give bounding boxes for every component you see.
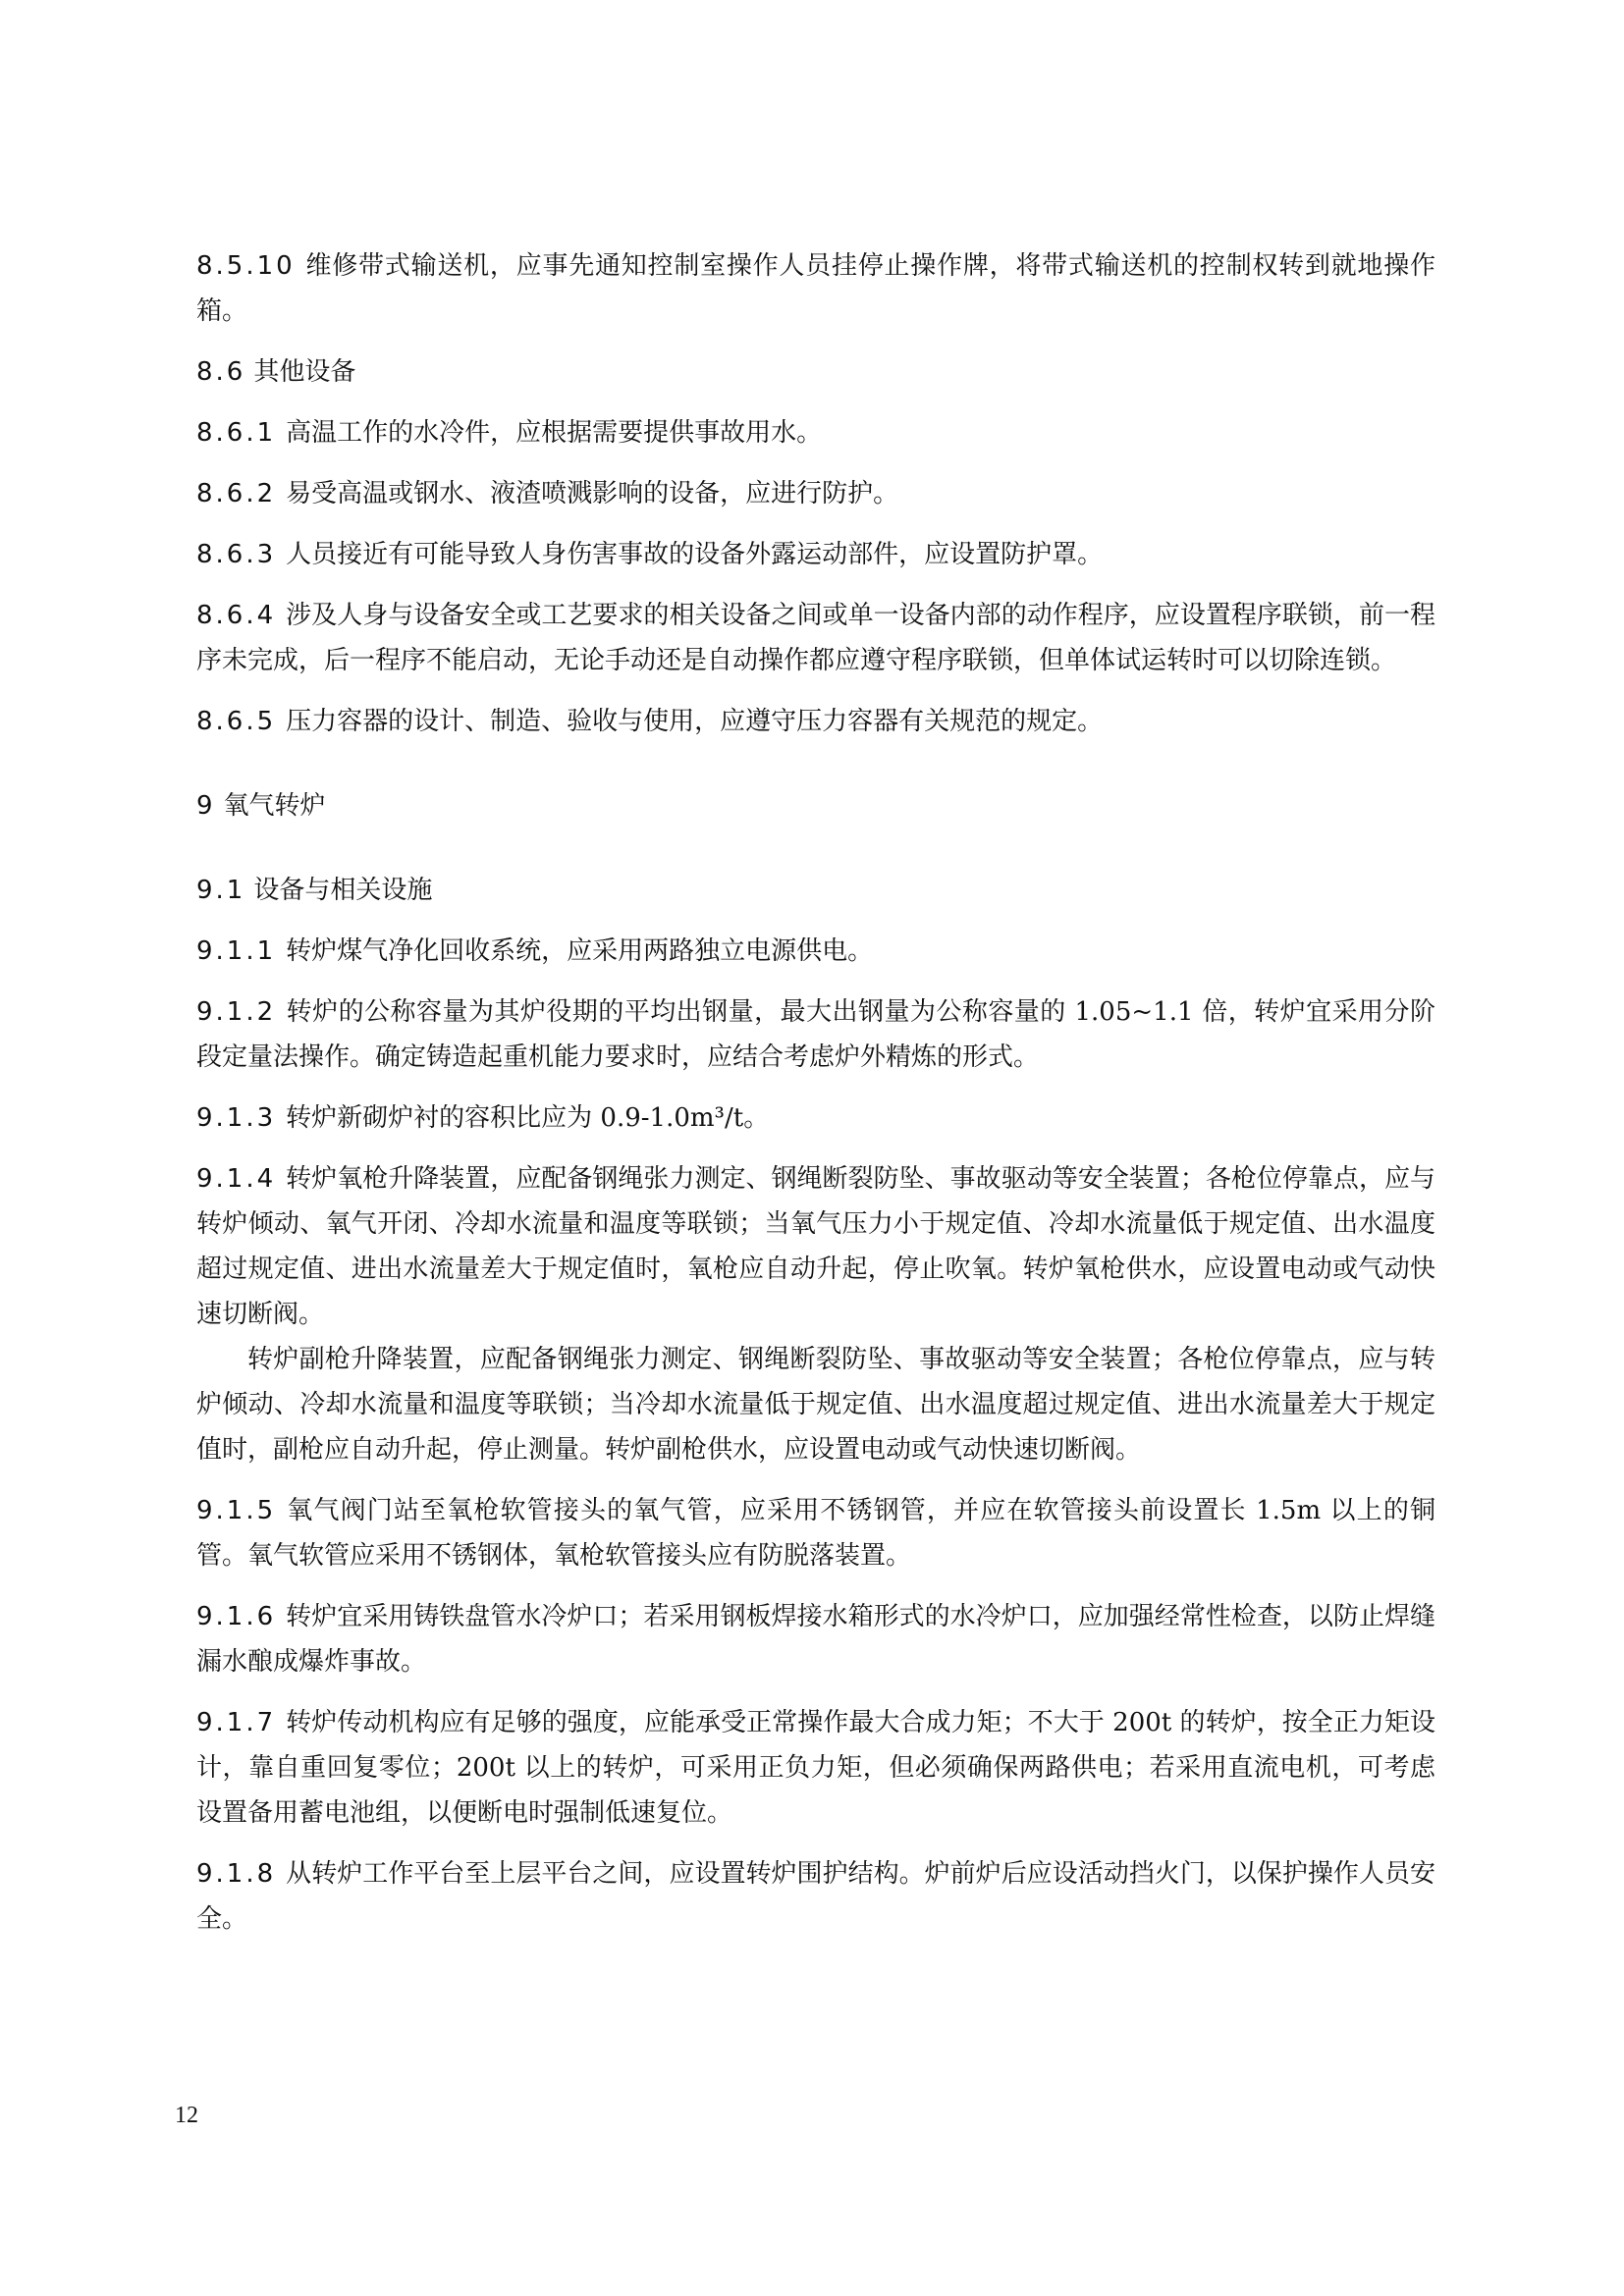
clause-text: 压力容器的设计、制造、验收与使用，应遵守压力容器有关规范的规定。 <box>286 707 1104 736</box>
clause-text: 转炉新砌炉衬的容积比应为 0.9-1.0m³/t。 <box>286 1103 770 1133</box>
clause-number: 8.6.5 <box>196 707 277 736</box>
clause-number: 8.6.3 <box>196 540 277 569</box>
section-number: 9.1 <box>196 876 246 905</box>
chapter-heading-9 <box>196 783 1435 828</box>
chapter-number: 9 <box>196 791 216 821</box>
section-heading-9-1 <box>196 868 1435 913</box>
clause-8-6-5 <box>196 699 1435 744</box>
clause-number: 8.6.1 <box>196 418 277 448</box>
clause-9-1-7 <box>196 1700 1435 1836</box>
clause-text: 维修带式输送机，应事先通知控制室操作人员挂停止操作牌，将带式输送机的控制权转到就地操作箱。 <box>196 251 1435 326</box>
clause-number: 8.6.2 <box>196 479 277 508</box>
clause-text: 高温工作的水冷件，应根据需要提供事故用水。 <box>286 418 823 448</box>
clause-text: 转炉氧枪升降装置，应配备钢绳张力测定、钢绳断裂防坠、事故驱动等安全装置；各枪位停靠点，应与转炉倾动、氧气开闭、冷却水流量和温度等联锁；当氧气压力小于规定值、冷却水流量低于规定值、出水温度超过规定值、进出水流量差大于规定值时，氧枪应自动升起，停止吹氧。转炉氧枪供水，应设置电动或气动快速切断阀。 <box>196 1164 1435 1329</box>
clause-9-1-5 <box>196 1488 1435 1578</box>
clause-number: 8.6.4 <box>196 601 277 630</box>
clause-8-6-3 <box>196 532 1435 577</box>
clause-text: 涉及人身与设备安全或工艺要求的相关设备之间或单一设备内部的动作程序，应设置程序联锁，前一程序未完成，后一程序不能启动，无论手动还是自动操作都应遵守程序联锁，但单体试运转时可以切除连锁。 <box>196 601 1435 675</box>
clause-9-1-6 <box>196 1594 1435 1684</box>
clause-9-1-1 <box>196 929 1435 974</box>
clause-text: 人员接近有可能导致人身伤害事故的设备外露运动部件，应设置防护罩。 <box>286 540 1104 569</box>
clause-number: 9.1.3 <box>196 1103 277 1133</box>
clause-text: 从转炉工作平台至上层平台之间，应设置转炉围护结构。炉前炉后应设活动挡火门，以保护操作人员安全。 <box>196 1859 1435 1934</box>
document-body <box>196 243 1435 1942</box>
section-number: 8.6 <box>196 357 246 387</box>
section-title: 设备与相关设施 <box>253 876 433 905</box>
clause-number: 8.5.10 <box>196 251 296 281</box>
clause-8-6-1 <box>196 410 1435 455</box>
chapter-title: 氧气转炉 <box>223 791 326 821</box>
clause-number: 9.1.5 <box>196 1496 277 1525</box>
clause-text: 转炉传动机构应有足够的强度，应能承受正常操作最大合成力矩；不大于 200t 的转炉，按全正力矩设计，靠自重回复零位；200t 以上的转炉，可采用正负力矩，但必须确保两路供电；若采用直流电机，可考虑设置备用蓄电池组，以便断电时强制低速复位。 <box>196 1708 1435 1828</box>
clause-8-5-10 <box>196 243 1435 334</box>
section-title: 其他设备 <box>253 357 356 387</box>
clause-number: 9.1.1 <box>196 936 277 966</box>
clause-number: 9.1.7 <box>196 1708 277 1737</box>
clause-text: 转炉副枪升降装置，应配备钢绳张力测定、钢绳断裂防坠、事故驱动等安全装置；各枪位停靠点，应与转炉倾动、冷却水流量和温度等联锁；当冷却水流量低于规定值、出水温度超过规定值、进出水流量差大于规定值时，副枪应自动升起，停止测量。转炉副枪供水，应设置电动或气动快速切断阀。 <box>196 1345 1435 1465</box>
clause-text: 易受高温或钢水、液渣喷溅影响的设备，应进行防护。 <box>286 479 899 508</box>
clause-9-1-3 <box>196 1095 1435 1141</box>
section-heading-8-6 <box>196 349 1435 395</box>
clause-text: 转炉的公称容量为其炉役期的平均出钢量，最大出钢量为公称容量的 1.05~1.1 倍，转炉宜采用分阶段定量法操作。确定铸造起重机能力要求时，应结合考虑炉外精炼的形式。 <box>196 997 1435 1072</box>
clause-number: 9.1.6 <box>196 1602 277 1631</box>
clause-text: 氧气阀门站至氧枪软管接头的氧气管，应采用不锈钢管，并应在软管接头前设置长 1.5m 以上的铜管。氧气软管应采用不锈钢体，氧枪软管接头应有防脱落装置。 <box>196 1496 1435 1571</box>
clause-9-1-4-paragraph-2 <box>196 1337 1435 1472</box>
clause-9-1-2 <box>196 989 1435 1080</box>
clause-8-6-4 <box>196 593 1435 683</box>
clause-text: 转炉宜采用铸铁盘管水冷炉口；若采用钢板焊接水箱形式的水冷炉口，应加强经常性检查，以防止焊缝漏水酿成爆炸事故。 <box>196 1602 1435 1677</box>
clause-number: 9.1.2 <box>196 997 277 1027</box>
clause-number: 9.1.4 <box>196 1164 277 1194</box>
clause-text: 转炉煤气净化回收系统，应采用两路独立电源供电。 <box>286 936 874 966</box>
clause-number: 9.1.8 <box>196 1859 277 1889</box>
page-number: 12 <box>175 2103 198 2128</box>
clause-9-1-8 <box>196 1851 1435 1942</box>
clause-8-6-2 <box>196 471 1435 516</box>
clause-9-1-4 <box>196 1156 1435 1337</box>
